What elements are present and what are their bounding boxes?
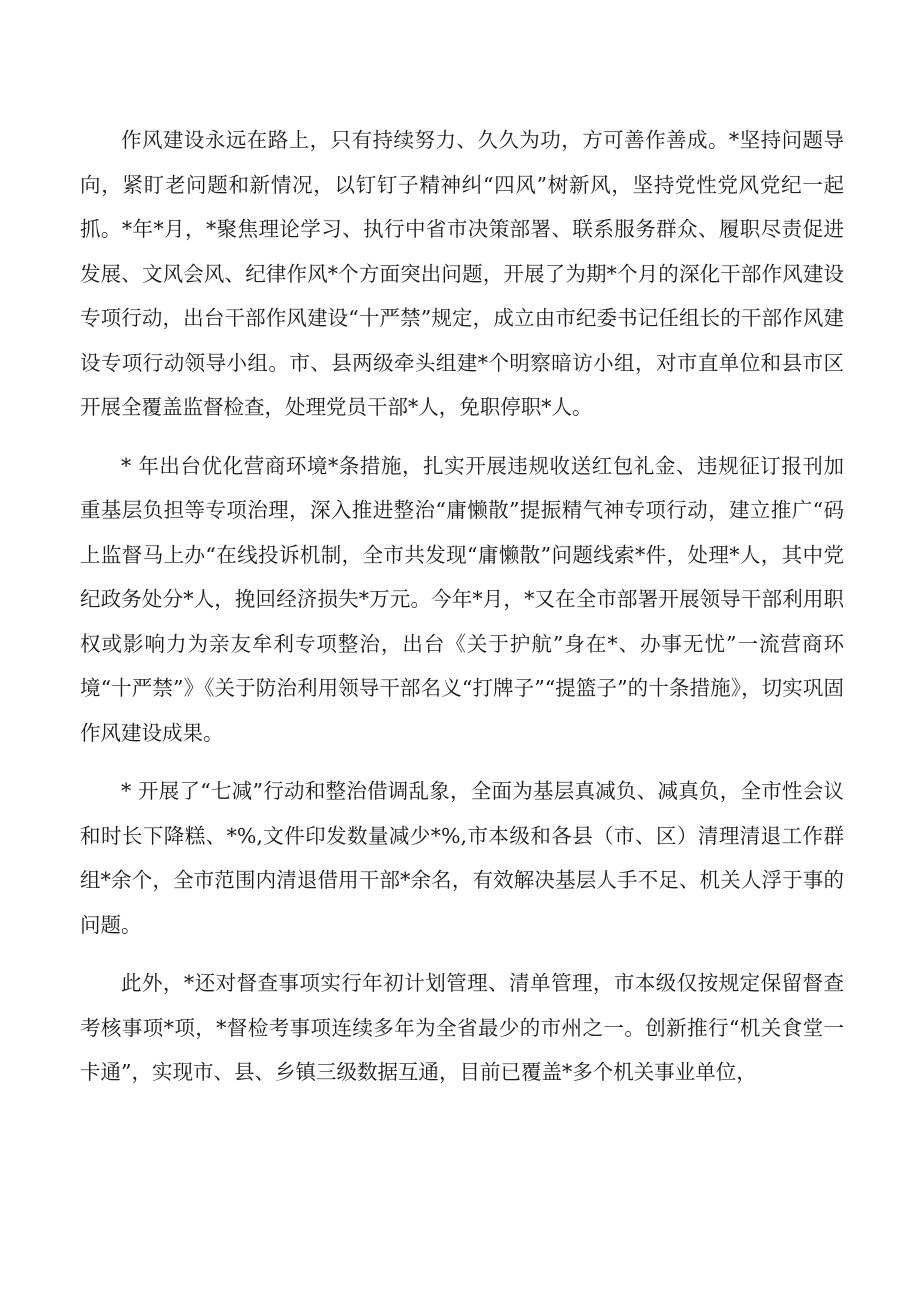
- paragraph-3: * 开展了“七减”行动和整治借调乱象，全面为基层真减负、减真负，全市性会议和时长下降糕、*%,文件印发数量减少*%,市本级和各县（市、区）清理清退工作群组*余个，全市范围内清退借用干部*余名，有效解决基层人手不足、机关人浮于事的问题。: [80, 779, 844, 937]
- document-body: [80, 118, 844, 1109]
- paragraph-2: * 年出台优化营商环境*条措施，扎实开展违规收送红包礼金、违规征订报刊加重基层负担等专项治理，深入推进整治“庸懒散”提振精气神专项行动，建立推广“码上监督马上办“在线投诉机制，全市共发现“庸懒散”问题线索*件，处理*人，其中党纪政务处分*人，挽回经济损失*万元。今年*月，*又在全市部署开展领导干部利用职权或影响力为亲友牟利专项整治，出台《关于护航”身在*、办事无忧”一流营商环境“十严禁”》《关于防治利用领导干部名义“打牌子”“提篮子”的十条措施》，切实巩固作风建设成果。: [80, 453, 844, 745]
- paragraph-4: 此外，*还对督查事项实行年初计划管理、清单管理，市本级仅按规定保留督查考核事项*项，*督检考事项连续多年为全省最少的市州之一。创新推行“机关食堂一卡通”，实现市、县、乡镇三级数据互通，目前已覆盖*多个机关事业单位，: [80, 971, 844, 1084]
- paragraph-1: 作风建设永远在路上，只有持续努力、久久为功，方可善作善成。*坚持问题导向，紧盯老问题和新情况，以钉钉子精神纠“四风”树新风，坚持党性党风党纪一起抓。*年*月，*聚焦理论学习、执行中省市决策部署、联系服务群众、履职尽责促进发展、文风会风、纪律作风*个方面突出问题，开展了为期*个月的深化干部作风建设专项行动，出台干部作风建设“十严禁”规定，成立由市纪委书记任组长的干部作风建设专项行动领导小组。市、县两级牵头组建*个明察暗访小组，对市直单位和县市区开展全覆盖监督检查，处理党员干部*人，免职停职*人。: [80, 128, 844, 419]
